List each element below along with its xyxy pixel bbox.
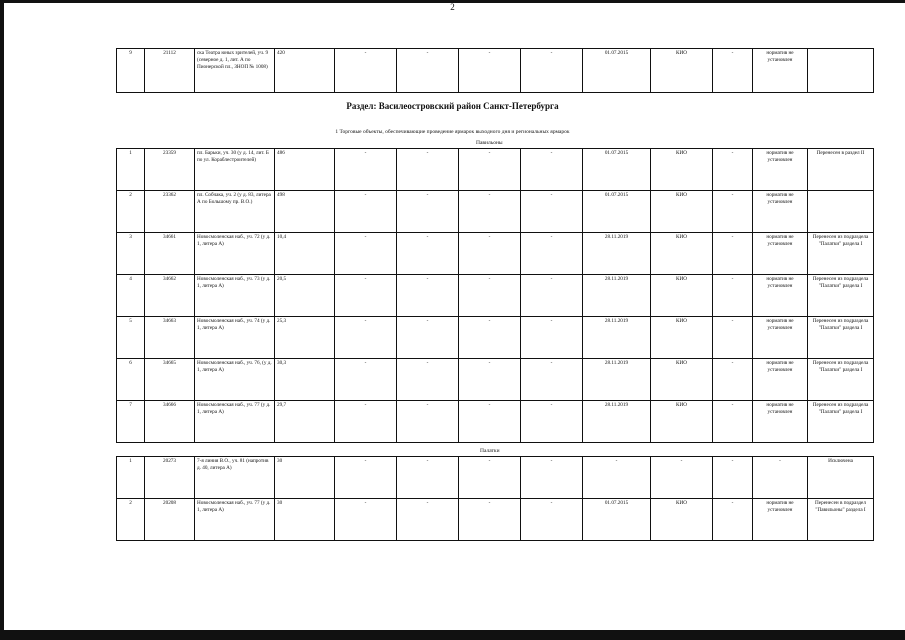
cell-date: 01.07.2015 — [583, 191, 651, 233]
cell-n: 7 — [117, 401, 145, 443]
cell-date: 01.07.2015 — [583, 49, 651, 93]
cell-org: КИО — [651, 233, 713, 275]
cell-address: Новосмоленская наб., уч. 76, (у д. 1, литера А) — [195, 359, 275, 401]
cell-org: КИО — [651, 191, 713, 233]
cell-c7: - — [459, 275, 521, 317]
cell-c8: - — [521, 317, 583, 359]
cell-c8: - — [521, 499, 583, 541]
tents-label: Палатки — [480, 448, 500, 454]
cell-c8: - — [521, 191, 583, 233]
cell-c8: - — [521, 359, 583, 401]
cell-c6: - — [397, 401, 459, 443]
cell-n: 2 — [117, 191, 145, 233]
cell-note: Перенесен из подраздела "Палатки" раздела I — [808, 233, 874, 275]
cell-code: 34661 — [145, 233, 195, 275]
page-number: 2 — [450, 2, 455, 12]
cell-status: - — [753, 457, 808, 499]
cell-status: норматив не установлен — [753, 233, 808, 275]
cell-org: КИО — [651, 401, 713, 443]
pavilions-table — [116, 148, 874, 443]
cell-c5: - — [335, 149, 397, 191]
cell-n: 1 — [117, 149, 145, 191]
cell-address: Новосмоленская наб., уч. 73 (у д. 1, литера А) — [195, 275, 275, 317]
cell-c11: - — [713, 275, 753, 317]
cell-status: норматив не установлен — [753, 401, 808, 443]
cell-n: 5 — [117, 317, 145, 359]
cell-address: ска Театра юных зрителей, уч. 9 (северное д. 1, лит. А по Пионерской пл., ЗНОП № 1008) — [195, 49, 275, 93]
cell-c11: - — [713, 191, 753, 233]
cell-c5: - — [335, 359, 397, 401]
cell-address: 7-я линия В.О., уч. 81 (напротив д. 40, литера А) — [195, 457, 275, 499]
scan-bottom-edge — [0, 630, 905, 640]
cell-c11: - — [713, 317, 753, 359]
cell-c11: - — [713, 499, 753, 541]
cell-area: 25,3 — [275, 317, 335, 359]
cell-org: КИО — [651, 275, 713, 317]
cell-c7: - — [459, 49, 521, 93]
cell-c5: - — [335, 499, 397, 541]
cell-note: Исключена — [808, 457, 874, 499]
cell-c6: - — [397, 191, 459, 233]
cell-c7: - — [459, 457, 521, 499]
cell-c6: - — [397, 317, 459, 359]
cell-n: 6 — [117, 359, 145, 401]
cell-status: норматив не установлен — [753, 149, 808, 191]
cell-status: норматив не установлен — [753, 49, 808, 93]
cell-date: 28.11.2019 — [583, 233, 651, 275]
cell-date: 28.11.2019 — [583, 317, 651, 359]
cell-c6: - — [397, 457, 459, 499]
cell-code: 21112 — [145, 49, 195, 93]
cell-c8: - — [521, 275, 583, 317]
cell-c7: - — [459, 149, 521, 191]
cell-note — [808, 49, 874, 93]
cell-code: 34665 — [145, 359, 195, 401]
cell-c11: - — [713, 233, 753, 275]
cell-status: норматив не установлен — [753, 317, 808, 359]
top-table — [116, 48, 874, 93]
cell-c8: - — [521, 457, 583, 499]
cell-c11: - — [713, 49, 753, 93]
cell-c8: - — [521, 233, 583, 275]
table-row — [117, 499, 874, 541]
cell-code: 20273 — [145, 457, 195, 499]
cell-area: 420 — [275, 49, 335, 93]
cell-c7: - — [459, 191, 521, 233]
cell-org: КИО — [651, 49, 713, 93]
cell-org: КИО — [651, 317, 713, 359]
section-title: Раздел: Василеостровский район Санкт-Петербурга — [346, 101, 559, 111]
cell-code: 20208 — [145, 499, 195, 541]
cell-c7: - — [459, 359, 521, 401]
scan-left-edge — [0, 0, 4, 640]
cell-c6: - — [397, 233, 459, 275]
cell-c11: - — [713, 359, 753, 401]
cell-address: Новосмоленская наб., уч. 74 (у д. 1, литера А) — [195, 317, 275, 359]
cell-c5: - — [335, 457, 397, 499]
cell-c8: - — [521, 149, 583, 191]
cell-c5: - — [335, 275, 397, 317]
cell-note: Перенесен в раздел II — [808, 149, 874, 191]
table-row — [117, 359, 874, 401]
table-row — [117, 275, 874, 317]
cell-c5: - — [335, 191, 397, 233]
cell-note: Перенесен из подраздела "Палатки" раздела I — [808, 275, 874, 317]
cell-note — [808, 191, 874, 233]
cell-area: 10,4 — [275, 233, 335, 275]
cell-address: Новосмоленская наб., уч. 77 (у д. 1, литера А) — [195, 401, 275, 443]
cell-date: 28.11.2019 — [583, 359, 651, 401]
cell-c7: - — [459, 233, 521, 275]
cell-c5: - — [335, 233, 397, 275]
cell-area: 486 — [275, 149, 335, 191]
cell-status: норматив не установлен — [753, 499, 808, 541]
cell-c8: - — [521, 49, 583, 93]
cell-area: 30 — [275, 457, 335, 499]
cell-n: 1 — [117, 457, 145, 499]
cell-area: 30,3 — [275, 359, 335, 401]
cell-n: 9 — [117, 49, 145, 93]
tents-table — [116, 456, 874, 541]
cell-c5: - — [335, 49, 397, 93]
cell-note: Перенесен из подраздела "Палатки" раздела I — [808, 401, 874, 443]
cell-org: КИО — [651, 359, 713, 401]
cell-c6: - — [397, 149, 459, 191]
cell-c7: - — [459, 401, 521, 443]
cell-org: - — [651, 457, 713, 499]
cell-code: 23362 — [145, 191, 195, 233]
cell-n: 3 — [117, 233, 145, 275]
cell-c5: - — [335, 401, 397, 443]
cell-note: Перенесен в подраздел "Павильоны" раздела I — [808, 499, 874, 541]
cell-status: норматив не установлен — [753, 359, 808, 401]
pavilions-label: Павильоны — [476, 140, 503, 146]
cell-c8: - — [521, 401, 583, 443]
cell-n: 4 — [117, 275, 145, 317]
table-row — [117, 149, 874, 191]
table-row — [117, 233, 874, 275]
cell-code: 34666 — [145, 401, 195, 443]
cell-date: - — [583, 457, 651, 499]
cell-date: 01.07.2015 — [583, 149, 651, 191]
table-row — [117, 457, 874, 499]
cell-area: 20,5 — [275, 275, 335, 317]
cell-address: Новосмоленская наб., уч. 72 (у д. 1, литера А) — [195, 233, 275, 275]
cell-address: пл. Барьки, уч. 30 (у д. 14, лит. Б по ул. Кораблестроителей) — [195, 149, 275, 191]
cell-address: пл. Собчака, уч. 2 (у д. 83, литера А по Большому пр. В.О.) — [195, 191, 275, 233]
cell-address: Новосмоленская наб., уч. 77 (у д. 1, литера А) — [195, 499, 275, 541]
cell-date: 28.11.2019 — [583, 275, 651, 317]
cell-code: 34662 — [145, 275, 195, 317]
cell-date: 28.11.2019 — [583, 401, 651, 443]
cell-org: КИО — [651, 499, 713, 541]
cell-c6: - — [397, 275, 459, 317]
cell-c11: - — [713, 149, 753, 191]
cell-area: 30 — [275, 499, 335, 541]
cell-c6: - — [397, 49, 459, 93]
cell-area: 29,7 — [275, 401, 335, 443]
cell-note: Перенесен из подраздела "Палатки" раздела I — [808, 317, 874, 359]
cell-note: Перенесен из подраздела "Палатки" раздела I — [808, 359, 874, 401]
cell-c7: - — [459, 317, 521, 359]
cell-code: 23359 — [145, 149, 195, 191]
table-row — [117, 49, 874, 93]
cell-org: КИО — [651, 149, 713, 191]
table-row — [117, 401, 874, 443]
cell-c6: - — [397, 499, 459, 541]
subsection-title: 1 Торговые объекты, обеспечивающие проведение ярмарок выходного дня и региональных ярмарок — [335, 129, 570, 135]
cell-c11: - — [713, 457, 753, 499]
cell-c7: - — [459, 499, 521, 541]
cell-status: норматив не установлен — [753, 191, 808, 233]
cell-area: 498 — [275, 191, 335, 233]
cell-c5: - — [335, 317, 397, 359]
table-row — [117, 191, 874, 233]
cell-c11: - — [713, 401, 753, 443]
cell-status: норматив не установлен — [753, 275, 808, 317]
cell-c6: - — [397, 359, 459, 401]
cell-code: 34663 — [145, 317, 195, 359]
table-row — [117, 317, 874, 359]
cell-n: 2 — [117, 499, 145, 541]
cell-date: 01.07.2015 — [583, 499, 651, 541]
